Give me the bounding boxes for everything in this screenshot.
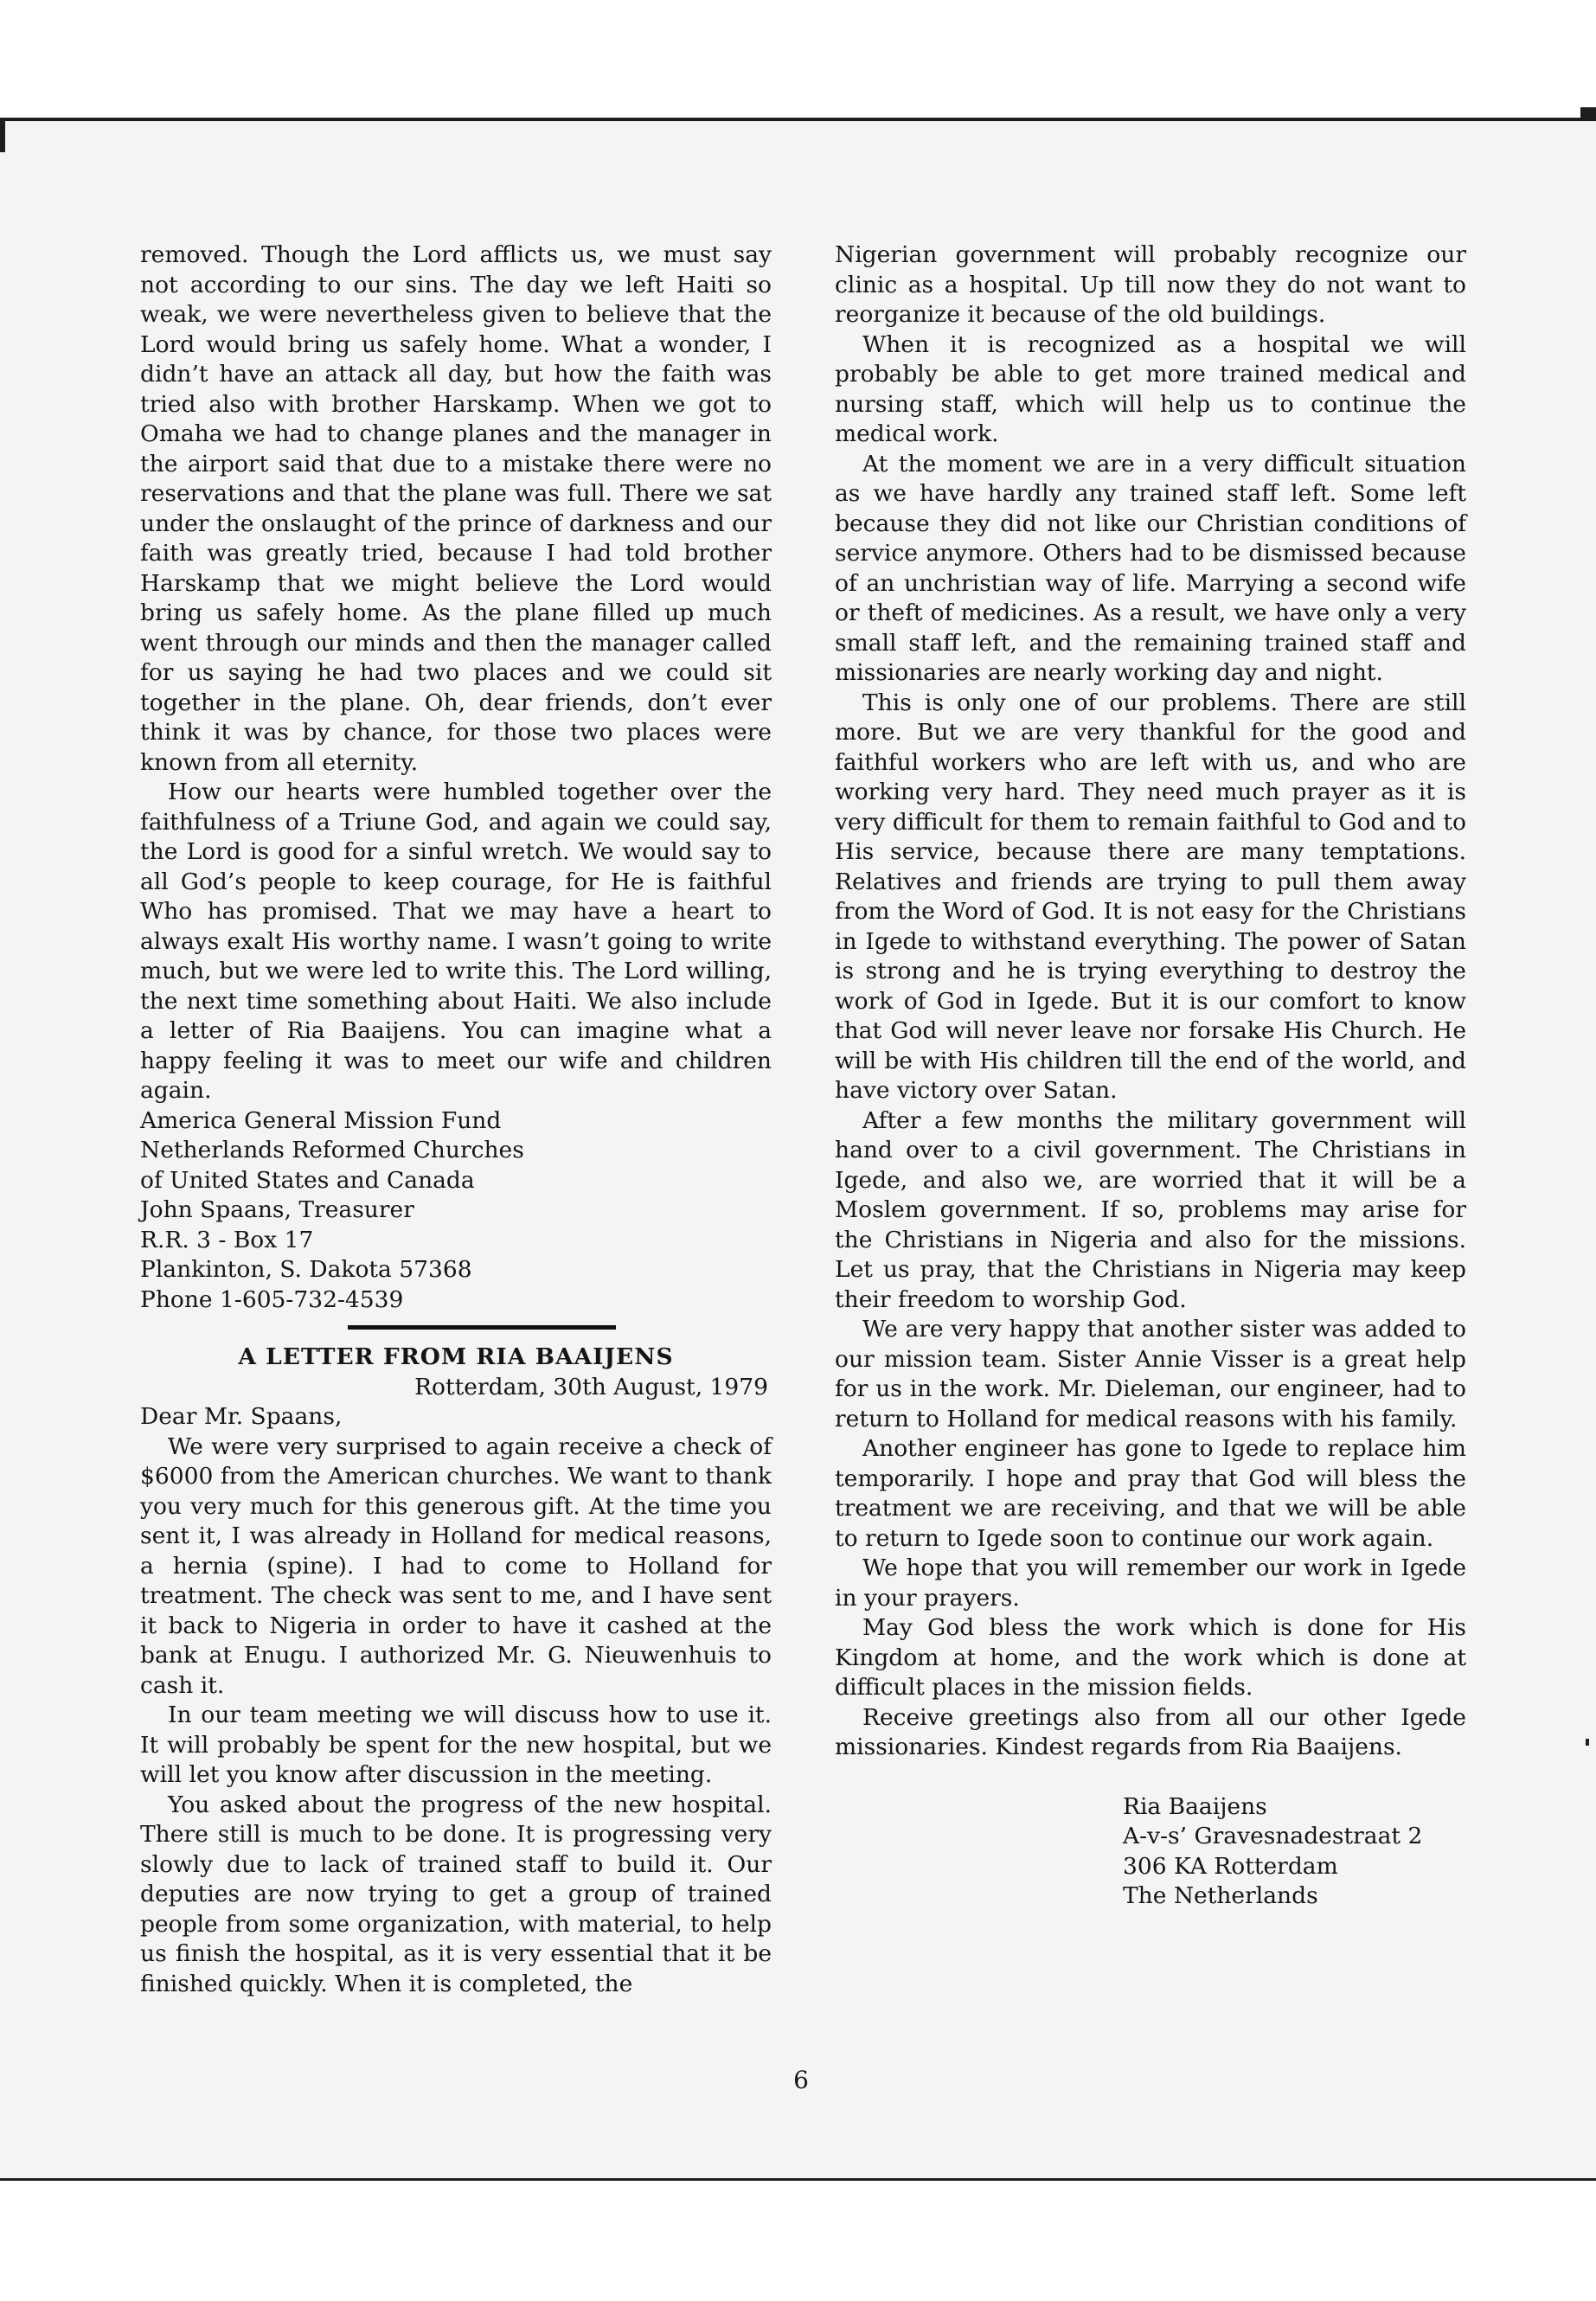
letter-paragraph: This is only one of our problems. There are still more. But we are very thankful for the good and faithful workers who are left with us, and who are working very hard. They need much prayer as it is very difficult for them to remain faithful to God and to His service, because there are many temptations. Relatives and friends are trying to pull them away from the Word of God. It is not easy for the Christians in Igede to withstand everything. The power of Satan is strong and he is trying everything to destroy the work of God in Igede. But it is our comfort to know that God will never leave nor forsake His Church. He will be with His children till the end of the world, and have victory over Satan. [835,689,1466,1104]
opening-paragraph: removed. Though the Lord afflicts us, we must say not according to our sins. The day we left Haiti so weak, we were nevertheless given to believe that the Lord would bring us safely home. What a wonder, I didn’t have an attack all day, but how the faith was tried also with brother Harskamp. When we got to Omaha we had to change planes and the manager in the airport said that due to a mistake there were no reservations and that the plane was full. There we sat under the onslaught of the prince of darkness and our faith was greatly tried, because I had told brother Harskamp that we might believe the Lord would bring us safely home. As the plane filled up much went through our minds and then the manager called for us saying he had two places and we could sit together in the plane. Oh, dear friends, don’t ever think it was by chance, for those two places were known from all eternity. [140,241,772,776]
letter-dateline: Rotterdam, 30th August, 1979 [414,1373,768,1400]
letter-paragraph: We were very surprised to again receive a check of $6000 from the American churches. We want to thank you very much for this generous gift. At the time you sent it, I was already in Holland for medical reasons, a hernia (spine). I had to come to Holland for treatment. The check was sent to me, and I have sent it back to Nigeria in order to have it cashed at the bank at Enugu. I authorized Mr. G. Nieuwenhuis to cash it. [140,1433,772,1699]
mission-fund-address [140,1106,772,1316]
signature-line: 306 KA Rotterdam [1123,1852,1338,1880]
letter-paragraph: At the moment we are in a very difficult situation as we have hardly any trained staff left. Some left because they did not like our Christian conditions of service anymore. Others had to be dismissed because of an unchristian way of life. Marrying a second wife or theft of medicines. As a result, we have only a very small staff left, and the remaining trained staff and missionaries are nearly working day and night. [835,450,1466,686]
address-line: Plankinton, S. Dakota 57368 [140,1256,472,1283]
faithfulness-paragraph: How our hearts were humbled together over the faithfulness of a Triune God, and again we could say, the Lord is good for a sinful wretch. We would say to all God’s people to keep courage, for He is faithful Who has promised. That we may have a heart to always exalt His worthy name. I wasn’t going to write much, but we were led to write this. The Lord willing, the next time something about Haiti. We also include a letter of Ria Baaijens. You can imagine what a happy feeling it was to meet our wife and children again. [140,779,772,1104]
right-column [835,240,1466,1912]
letter-paragraph: In our team meeting we will discuss how to use it. It will probably be spent for the new hospital, but we will let you know after discussion in the meeting. [140,1702,772,1788]
page-number: 6 [793,2066,809,2094]
left-column [140,240,772,1999]
address-line: America General Mission Fund [140,1106,502,1134]
address-line: John Spaans, Treasurer [140,1196,414,1223]
address-line: Phone 1-605-732-4539 [140,1285,404,1313]
letter-paragraph: May God bless the work which is done for His Kingdom at home, and the work which is done at difficult places in the mission fields. [835,1614,1466,1701]
address-line: R.R. 3 - Box 17 [140,1226,314,1253]
bottom-border-line [0,2178,1596,2181]
letter-salutation: Dear Mr. Spaans, [140,1403,343,1430]
section-divider [348,1325,616,1330]
address-line: Netherlands Reformed Churches [140,1137,524,1163]
signature-line: A-v-s’ Gravesnadestraat 2 [1123,1823,1423,1849]
signature-line: Ria Baaijens [1123,1792,1267,1820]
letter-heading: A LETTER FROM RIA BAAIJENS [238,1343,674,1370]
top-border-corner [1580,107,1596,121]
edge-mark [1586,1739,1589,1746]
continuation-paragraph: Nigerian government will probably recognize our clinic as a hospital. Up till now they do not want to reorganize it because of the old buildings. [835,241,1466,328]
top-margin [0,0,1596,119]
letter-paragraph: Another engineer has gone to Igede to replace him temporarily. I hope and pray that God will bless the treatment we are receiving, and that we will be able to return to Igede soon to continue our work again. [835,1435,1466,1552]
letter-paragraph: Receive greetings also from all our other Igede missionaries. Kindest regards from Ria Baaijens. [835,1703,1466,1760]
letter-paragraph: We hope that you will remember our work in Igede in your prayers. [835,1554,1466,1612]
top-border-line [0,118,1596,121]
address-line: of United States and Canada [140,1166,475,1194]
signature-line: The Netherlands [1123,1882,1318,1909]
letter-paragraph: After a few months the military government will hand over to a civil government. The Christians in Igede, and also we, are worried that it will be a Moslem government. If so, problems may arise for the Christians in Nigeria and also for the missions. Let us pray, that the Christians in Nigeria may keep their freedom to worship God. [835,1106,1466,1313]
letter-paragraph: When it is recognized as a hospital we will probably be able to get more trained medical and nursing staff, which will help us to continue the medical work. [835,330,1466,447]
left-border-tick [0,118,5,152]
letter-paragraph: We are very happy that another sister was added to our mission team. Sister Annie Visser is a great help for us in the work. Mr. Dieleman, our engineer, had to return to Holland for medical reasons with his family. [835,1316,1466,1433]
signature-block [1123,1792,1466,1912]
letter-paragraph: You asked about the progress of the new hospital. There still is much to be done. It is progressing very slowly due to lack of trained staff to build it. Our deputies are now trying to get a group of trained people from some organization, with material, to help us finish the hospital, as it is very essential that it be finished quickly. When it is completed, the [140,1791,772,1997]
